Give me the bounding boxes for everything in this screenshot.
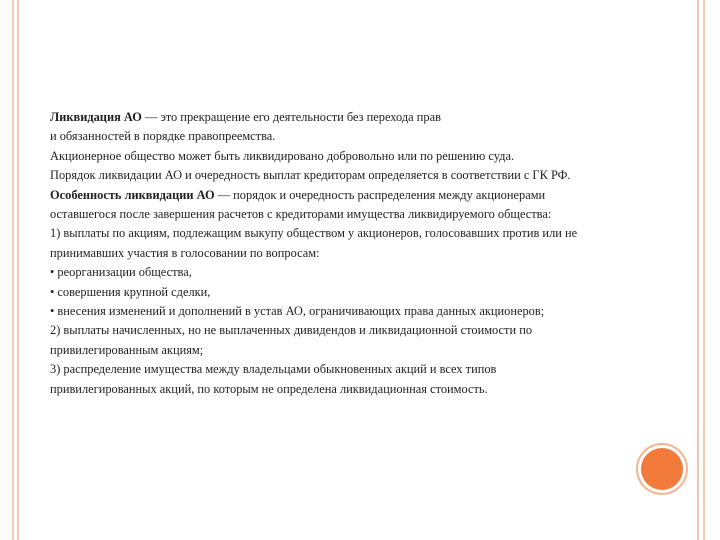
text-line <box>50 147 650 166</box>
text-line <box>50 360 650 379</box>
bullet-line <box>50 283 650 302</box>
line-text: привилегированным акциям; <box>50 342 204 357</box>
line-text: Акционерное общество может быть ликвидировано добровольно или по решению суда. <box>50 148 515 163</box>
right-border-rule-outer <box>703 0 705 540</box>
left-border-rule <box>12 0 14 540</box>
line-text: оставшегося после завершения расчетов с кредиторами имущества ликвидируемого общества: <box>50 207 552 222</box>
line-text: привилегированных акций, по которым не определена ликвидационная стоимость. <box>50 381 488 396</box>
line-text: • внесения изменений и дополнений в устав АО, ограничивающих права данных акционеров; <box>50 304 545 319</box>
text-line <box>50 205 650 224</box>
text-line <box>50 186 650 205</box>
bold-term: Особенность ликвидации АО <box>50 187 215 202</box>
text-line <box>50 341 650 360</box>
line-text: 3) распределение имущества между владельцами обыкновенных акций и всех типов <box>50 362 497 377</box>
slide-body-text <box>50 108 650 399</box>
left-border-rule-inner <box>17 0 19 540</box>
line-text: 2) выплаты начисленных, но не выплаченных дивидендов и ликвидационной стоимости по <box>50 323 533 338</box>
bullet-line <box>50 302 650 321</box>
line-text: • совершения крупной сделки, <box>50 284 211 299</box>
right-border-rule <box>697 0 699 540</box>
line-text: • реорганизации общества, <box>50 265 192 280</box>
text-line <box>50 321 650 340</box>
bold-term: Ликвидация АО <box>50 110 142 124</box>
line-text: 1) выплаты по акциям, подлежащим выкупу обществом у акционеров, голосовавших против или не <box>50 226 578 241</box>
line-text: — это прекращение его деятельности без перехода прав <box>141 110 441 124</box>
text-line <box>50 108 650 127</box>
line-text: — порядок и очередность распределения между акционерами <box>214 187 546 202</box>
text-line <box>50 244 650 263</box>
line-text: и обязанностей в порядке правопреемства. <box>50 129 276 144</box>
text-line <box>50 380 650 399</box>
text-line <box>50 166 650 185</box>
text-line <box>50 127 650 146</box>
text-line <box>50 224 650 243</box>
line-text: принимавших участия в голосовании по вопросам: <box>50 245 320 260</box>
bullet-line <box>50 263 650 282</box>
decorative-circle <box>641 448 683 490</box>
line-text: Порядок ликвидации АО и очередность выплат кредиторам определяется в соответствии с ГК РФ. <box>50 168 571 183</box>
